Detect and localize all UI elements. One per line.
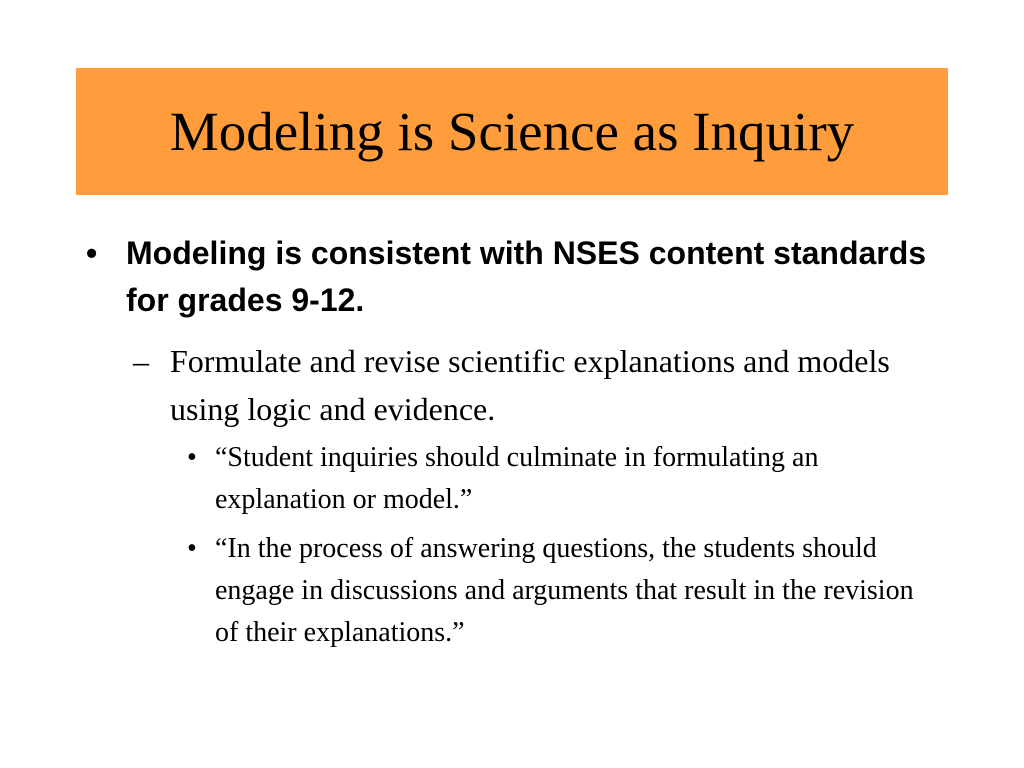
bullet-level1-text: Modeling is consistent with NSES content standards for grades 9-12. <box>126 235 927 318</box>
bullet-level3-item <box>187 437 932 521</box>
dash-marker: – <box>133 343 149 379</box>
bullet-level3-text: “In the process of answering questions, the students should engage in discussions and arguments that result in the revision of their explanations.” <box>215 533 914 648</box>
bullet-level3-text: “Student inquiries should culminate in formulating an explanation or model.” <box>215 442 819 515</box>
bullet-level2-text: Formulate and revise scientific explanations and models using logic and evidence. <box>170 343 890 427</box>
bullet-level2 <box>133 337 923 433</box>
bullet-level1 <box>86 230 936 324</box>
bullet-level3-item <box>187 528 932 654</box>
bullet-marker: • <box>187 442 197 473</box>
title-banner <box>76 68 948 195</box>
bullet-marker: • <box>86 235 98 271</box>
bullet-marker: • <box>187 533 197 564</box>
slide-title: Modeling is Science as Inquiry <box>169 101 855 162</box>
